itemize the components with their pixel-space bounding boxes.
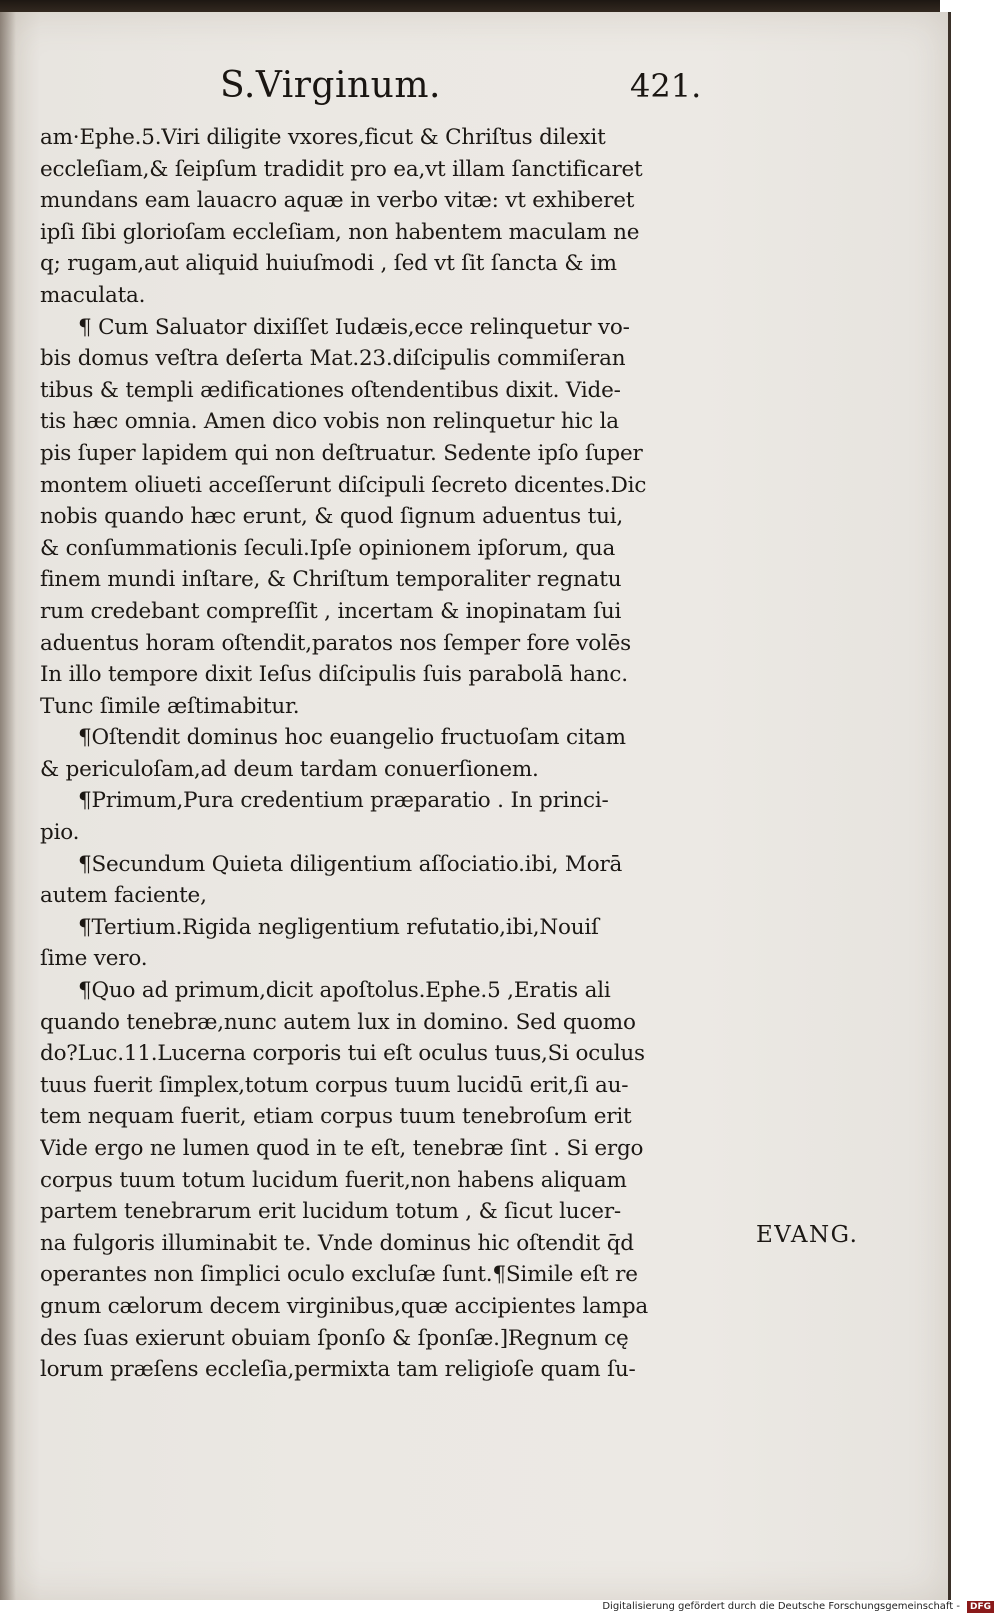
- text-line: tis hæc omnia. Amen dico vobis non relinquetur hic la: [40, 409, 619, 435]
- text-line: quando tenebræ,nunc autem lux in domino. Sed quomo: [40, 1009, 636, 1035]
- text-line: na fulgoris illuminabit te. Vnde dominus hic oſtendit q̄d: [40, 1230, 634, 1256]
- text-line: des ſuas exierunt obuiam ſponſo & ſponſæ.]Regnum cę: [40, 1325, 629, 1351]
- text-line: ſime vero.: [40, 946, 148, 972]
- text-line: ¶ Cum Saluator dixiſſet Iudæis,ecce relinquetur vo-: [78, 314, 630, 340]
- text-line: finem mundi inſtare, & Chriſtum temporaliter regnatu: [40, 567, 622, 593]
- text-line: maculata.: [40, 282, 146, 308]
- text-line: partem tenebrarum erit lucidum totum , & ſicut lucer-: [40, 1199, 621, 1225]
- text-line: ¶Quo ad primum,dicit apoſtolus.Ephe.5 ,Eratis ali: [78, 978, 611, 1004]
- text-line: eccleſiam,& ſeipſum tradidit pro ea,vt illam ſanctificaret: [40, 156, 643, 182]
- footer-credit: Digitalisierung gefördert durch die Deutsche Forschungsgemeinschaft -: [602, 1601, 960, 1612]
- text-line: corpus tuum totum lucidum fuerit,non habens aliquam: [40, 1167, 627, 1193]
- text-line: gnum cælorum decem virginibus,quæ accipientes lampa: [40, 1293, 649, 1319]
- text-line: am·Ephe.5.Viri diligite vxores,ficut & Chriſtus dilexit: [40, 125, 606, 150]
- body-text: [40, 122, 740, 1386]
- text-line: Tunc ſimile æſtimabitur.: [40, 693, 300, 719]
- text-line: ipſi ſibi glorioſam eccleſiam, non habentem maculam ne: [40, 219, 640, 245]
- margin-note: EVANG.: [756, 1222, 859, 1248]
- text-line: tibus & templi ædificationes oſtendentibus dixit. Vide-: [40, 377, 621, 403]
- page-header: [220, 65, 710, 115]
- running-title: S.Virginum.: [220, 65, 441, 106]
- text-line: rum credebant compreſſit , incertam & inopinatam ſui: [40, 598, 622, 624]
- page-number: 421.: [630, 67, 702, 105]
- text-line: ¶Tertium.Rigida negligentium refutatio,ibi,Nouiſ: [78, 914, 599, 940]
- text-line: pio.: [40, 820, 80, 846]
- text-line: operantes non ſimplici oculo excluſæ ſunt.¶Simile eſt re: [40, 1262, 638, 1288]
- text-line: montem oliueti acceſſerunt diſcipuli ſecreto dicentes.Dic: [40, 472, 647, 498]
- text-line: tuus fuerit ſimplex,totum corpus tuum lucidū erit,ſi au-: [40, 1072, 629, 1098]
- text-line: & conſummationis ſeculi.Ipſe opinionem ipſorum, qua: [40, 535, 616, 561]
- text-line: do?Luc.11.Lucerna corporis tui eſt oculus tuus,Si oculus: [40, 1041, 645, 1067]
- text-line: aduentus horam oſtendit,paratos nos ſemper fore volēs: [40, 630, 632, 656]
- text-line: ¶Oſtendit dominus hoc euangelio fructuoſam citam: [78, 725, 626, 751]
- text-line: autem faciente,: [40, 883, 207, 909]
- text-line: In illo tempore dixit Ieſus diſcipulis ſuis parabolā hanc.: [40, 662, 628, 688]
- text-line: lorum præſens eccleſia,permixta tam religioſe quam ſu-: [40, 1357, 636, 1383]
- text-line: Vide ergo ne lumen quod in te eſt, tenebræ ſint . Si ergo: [40, 1136, 644, 1161]
- text-line: bis domus veſtra deſerta Mat.23.diſcipulis commiſeran: [40, 346, 626, 372]
- text-line: nobis quando hæc erunt, & quod ſignum aduentus tui,: [40, 504, 624, 530]
- dfg-logo: DFG: [967, 1601, 994, 1613]
- text-line: ¶Secundum Quieta diligentium aſſociatio.ibi, Morā: [78, 851, 623, 877]
- text-line: & periculoſam,ad deum tardam conuerſionem.: [40, 756, 539, 782]
- text-line: mundans eam lauacro aquæ in verbo vitæ: vt exhiberet: [40, 188, 635, 214]
- text-line: ¶Primum,Pura credentium præparatio . In princi-: [78, 788, 609, 814]
- text-line: tem nequam fuerit, etiam corpus tuum tenebroſum erit: [40, 1104, 632, 1130]
- text-line: q; rugam,aut aliquid huiuſmodi , ſed vt ſit ſancta & im: [40, 251, 617, 277]
- text-line: pis ſuper lapidem qui non deſtruatur. Sedente ipſo ſuper: [40, 440, 643, 466]
